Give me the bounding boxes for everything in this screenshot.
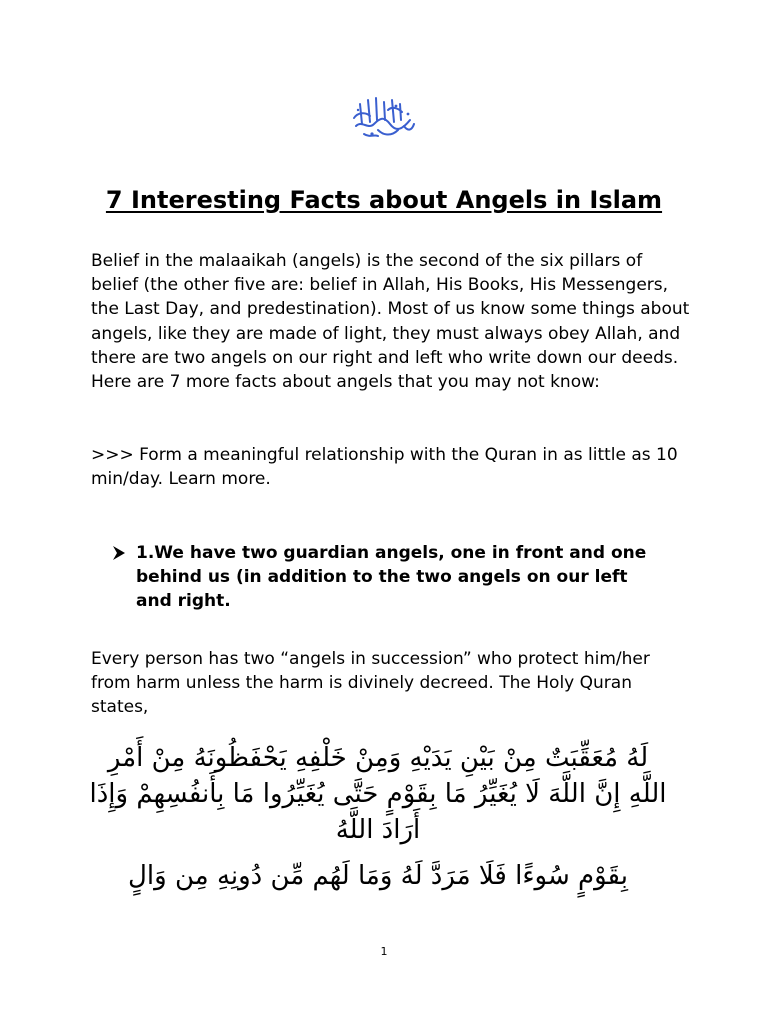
promo-paragraph: >>> Form a meaningful relationship with the Quran in as little as 10 min/day. Learn more. <box>91 445 678 490</box>
page-title: 7 Interesting Facts about Angels in Islam <box>105 186 663 214</box>
quran-verse-part-2: بِقَوْمٍ سُوءًا فَلَا مَرَدَّ لَهُ وَمَا لَهُم مِّن دُونِهِ مِن وَالٍ <box>128 861 628 891</box>
fact-1-body: Every person has two “angels in succession” who protect him/her from harm unless the harm is divinely decreed. The Holy Quran states, <box>91 649 650 718</box>
intro-paragraph: Belief in the malaaikah (angels) is the second of the six pillars of belief (the other five are: belief in Allah, His Books, His Messengers, the Last Day, and predestination). Most of us know some things about angels, like they are made of light, they must always obey Allah, and there are two angels on our right and left who write down our deeds. Here are 7 more facts about angels that you may not know: <box>91 251 690 393</box>
page-number: 1 <box>380 945 388 958</box>
arrowhead-bullet-icon <box>112 545 126 561</box>
bismillah-calligraphy <box>348 90 418 142</box>
fact-1-heading: 1.We have two guardian angels, one in front and one behind us (in addition to the two angels on our left and right. <box>136 543 647 612</box>
quran-verse-part-1: لَهُ مُعَقِّبَتٌ مِنْ بَيْنِ يَدَيْهِ وَمِنْ خَلْفِهِ يَحْفَظُونَهُ مِنْ أَمْرِ اللَّهِ إِنَّ اللَّهَ لَا يُغَيِّرُ مَا بِقَوْمٍ حَتَّى يُغَيِّرُوا مَا بِأَنفُسِهِمْ وَإِذَا أَرَادَ اللَّهُ <box>89 743 667 845</box>
